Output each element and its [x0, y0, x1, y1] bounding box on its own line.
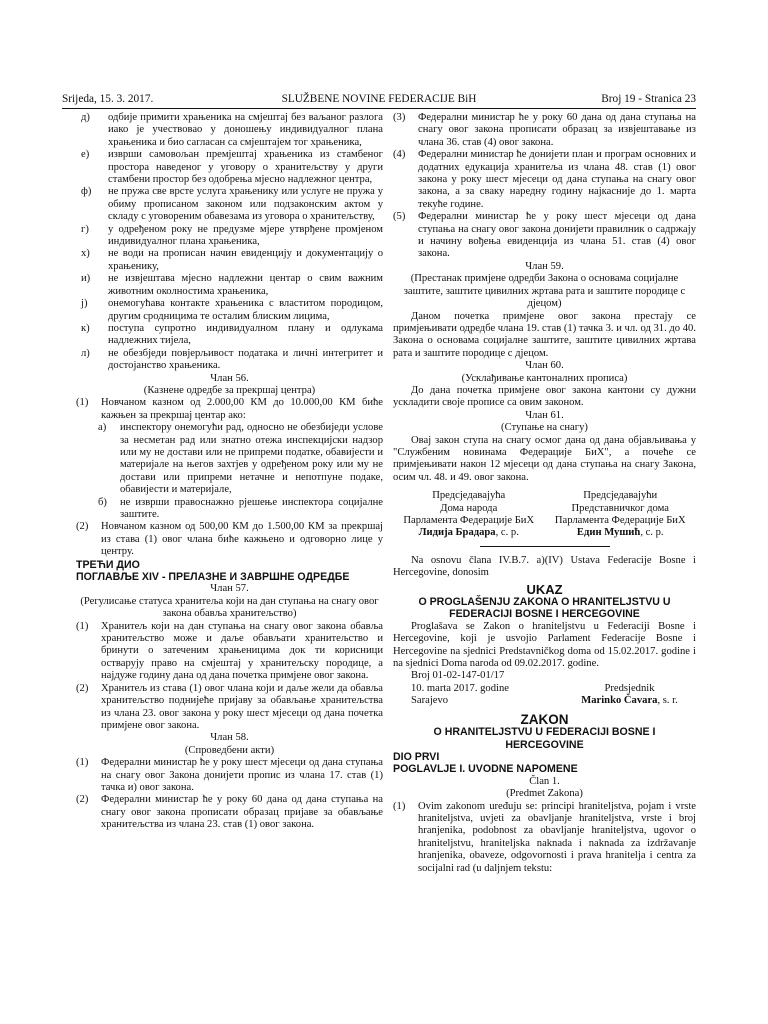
article-61-number: Члан 61.: [525, 409, 564, 421]
list-item: е) изврши самовољан премјештај храњеника из стамбеног простора наведеног у уговору о хранитељству у други стамбени простор без одобрења мјесно надлежног центра,: [81, 149, 383, 186]
article-60-title: (Усклађивање кантоналних прописа): [461, 372, 628, 384]
article-1-number: Član 1.: [529, 775, 560, 787]
right-column: [393, 112, 696, 875]
article-58-title: (Спроведбени акти): [184, 744, 275, 756]
article-56-para-1b: б) не изврши правоснажно рјешење инспектора социјалне заштите.: [98, 496, 383, 520]
article-1-title: (Predmet Zakona): [506, 788, 583, 800]
part-one-heading: DIO PRVI: [393, 750, 440, 763]
header-page-number: Broj 19 - Stranica 23: [601, 93, 696, 105]
article-61-title: (Ступање на снагу): [501, 422, 588, 434]
article-57-para-1: (1) Хранитељ који на дан ступања на снагу овог закона обавља хранитељство може и даље обављати хранитељство и бринути о затеченим храњеницима док ти корисници остварују право на смјештај у хранитељску породице, а најдуже годину дана од дана почетка примјене овог закона.: [76, 620, 383, 682]
article-56-title: (Казнене одредбе за прекршај центра): [143, 384, 316, 396]
article-60-text: До дана почетка примјене овог закона кантони су дужни ускладити своје прописе са овим законом.: [393, 384, 696, 409]
article-57-title: (Регулисање статуса хранитеља који на дан ступања на снагу овог закона обавља хранитељство): [80, 595, 379, 620]
article-57-number: Члан 57.: [210, 583, 249, 595]
header-rule: [62, 108, 696, 109]
list-item: ј) онемогућава контакте храњеника с властитом породицом, другим сродницима те осталим блиским лицима,: [81, 298, 383, 322]
article-1-para-1: (1) Ovim zakonom uređuju se: principi hraniteljstva, pojam i vrste hraniteljstva, uvjeti za obavljanje hraniteljstva, vrste i broj hranjenika, podobnost za obavljanje hraniteljstva, ugovor o hraniteljstvu, hraniteljska naknada i naknada za izdržavanje hranjenika, obaveze, odgovornosti i prava hranitelja i centra za socijalni rad (u daljnjem tekstu:: [393, 800, 696, 874]
law-heading: ZAKON: [520, 711, 569, 727]
article-58-para-4: (4) Федерални министар ће донијети план и програм основних и додатних едукација хранитеља из члана 48. став (1) овог закона у року шест мјесеци од дана ступања на снагу овог закона, а за сваку наредну годину најкасније до 1. марта текуће године.: [393, 149, 696, 210]
chapter-1-heading: POGLAVLJE I. UVODNE NAPOMENE: [393, 763, 578, 776]
article-58-para-1: (1) Федерални министар ће у року шест мјесеци од дана ступања на снагу овог Закона донијети пропис из члана 17. став (1) тачка и) овог закона.: [76, 757, 383, 793]
decree-reference: Broj 01-02-147-01/17 10. marta 2017. godine Sarajevo Predsjednik Marinko Čavara, s. r.: [393, 670, 696, 707]
decree-text: Proglašava se Zakon o hraniteljstvu u Federaciji Bosne i Hercegovine, koji je usvojio Parlament Federacije Bosne i Hercegovine na sjednici Predstavničkog doma od 15.02.2017. godine i na sjednici Doma naroda od 09.02.2017. godine.: [393, 620, 696, 670]
chapter-14-heading: ПОГЛАВЉЕ XIV - ПРЕЛАЗНЕ И ЗАВРШНЕ ОДРЕДБЕ: [76, 571, 350, 584]
section-divider: [480, 546, 610, 547]
list-item: ф) не пружа све врсте услуга храњенику или услуге не пружа у обиму прописаном законом или подзаконским актом у складу с уговореним обавезама из уговора о хранитељству,: [81, 186, 383, 223]
left-column: [76, 112, 383, 832]
offence-list: [76, 112, 383, 373]
signature-block: [393, 490, 696, 540]
article-59-number: Члан 59.: [525, 260, 564, 272]
article-59-title: (Престанак примјене одредби Закона о основама социјалне заштите, заштите цивилних жртава рата и заштите породице с дјецом): [403, 273, 686, 310]
article-56-para-2: (2) Новчаном казном од 500,00 КМ до 1.500,00 КМ за прекршај из става (1) овог члана биће кажњено и одговорно лице у центру.: [76, 521, 383, 558]
article-56-number: Члан 56.: [210, 372, 249, 384]
law-subheading: O HRANITELJSTVU U FEDERACIJI BOSNE I HERCEGOVINE: [433, 726, 656, 751]
article-61-text: Овај закон ступа на снагу осмог дана од дана објављивања у "Службеним новинама Федерације БиХ", а почеће се примјењивати након 12 мјесеци од дана ступања на снагу Закона, осим чл. 48. и 49. овог закона.: [393, 434, 696, 483]
article-56-para-1a: а) инспектору онемогући рад, односно не обезбиједи услове за несметан рад или знатно отежа инспекцијски надзор или му не достави или не припреми податке, обавијести и материјале на његов захтјев у одређеном року или му не достави или припреми нетачне и непотпуне подаке, обавијести и материјале,: [98, 422, 383, 496]
article-59-text: Даном почетка примјене овог закона престају се примјењивати одредбе члана 19. став (1) тачка 3. и чл. од 31. до 40. Закона о основама социјалне заштите, заштите цивилних жртава рата и заштите породице с дјецом.: [393, 310, 696, 359]
president-name: Marinko Čavara: [581, 695, 658, 707]
signature-right: Предсједавајући Представничког дома Парламента Федерације БиХ Един Мушић, с. р.: [554, 490, 686, 539]
decree-date: 10. marta 2017. godine: [411, 682, 509, 694]
list-item: д) одбије примити храњеника на смјештај без ваљаног разлога иако је учествовао у доношењу индивидуалног плана храњеника и био сагласан са смјештајем тог храњеника,: [81, 112, 383, 148]
list-item: к) поступа супротно индивидуалном плану и одлукама надлежних тијела,: [81, 322, 383, 347]
decree-subheading: O PROGLAŠENJU ZAKONA O HRANITELJSTVU U FEDERACIJI BOSNE I HERCEGOVINE: [418, 596, 671, 621]
decree-number: Broj 01-02-147-01/17: [411, 670, 505, 682]
list-item: г) у одређеном року не предузме мјере утврђене промјеном индивидуалног плана храњеника,: [81, 223, 383, 248]
list-item: х) не води на прописан начин евиденцију и документацију о храњенику,: [81, 248, 383, 272]
article-60-number: Члан 60.: [525, 360, 564, 372]
president-title: Predsjednik: [604, 682, 655, 694]
header-date: Srijeda, 15. 3. 2017.: [62, 93, 154, 105]
page-header: [62, 93, 696, 107]
decree-intro: Na osnovu člana IV.B.7. a)(IV) Ustava Federacije Bosne i Hercegovine, donosim: [393, 554, 696, 579]
decree-place: Sarajevo: [411, 695, 449, 707]
part-three-heading: ТРЕЋИ ДИО: [76, 558, 140, 571]
list-item: и) не извјештава мјесно надлежни центар о свим важним животним околностима храњеника,: [81, 273, 383, 297]
header-publication: SLUŽBENE NOVINE FEDERACIJE BiH: [281, 93, 477, 105]
signature-left: Предсједавајућа Дома народа Парламента Федерације БиХ Лидија Брадара, с. р.: [403, 490, 535, 539]
decree-heading: UKAZ: [526, 581, 563, 597]
article-58-number: Члан 58.: [210, 732, 249, 744]
article-58-para-5: (5) Федерални министар ће у року шест мјесеци од дана ступања на снагу овог закона донијети правилник о садржају и начину вођења евиденција из члана 51. став (4) овог закона.: [393, 211, 696, 260]
article-57-para-2: (2) Хранитељ из става (1) овог члана који и даље жели да обавља хранитељство поднијеће пријаву за обављање хранитељства из члана 23. овог закона у року шест мјесеци од дана почетка примјене овог закона.: [76, 682, 383, 731]
article-56-para-1: (1) Новчаном казном од 2.000,00 КМ до 10.000,00 КМ биће кажњен за прекршај центар ако:: [76, 397, 383, 421]
list-item: л) не обезбједи повјерљивост података и личнi интегритет и достојанство храњеника.: [81, 347, 383, 372]
article-58-para-2: (2) Федерални министар ће у року 60 дана од дана ступања на снагу овог закона прописати образац пријаве за обављање хранитељства из члана 23. став (1) овог закона.: [76, 794, 383, 831]
article-58-para-3: (3) Федерални министар ће у року 60 дана од дана ступања на снагу овог закона прописати образац за извјештавање из члана 36. став (4) овог закона.: [393, 112, 696, 148]
